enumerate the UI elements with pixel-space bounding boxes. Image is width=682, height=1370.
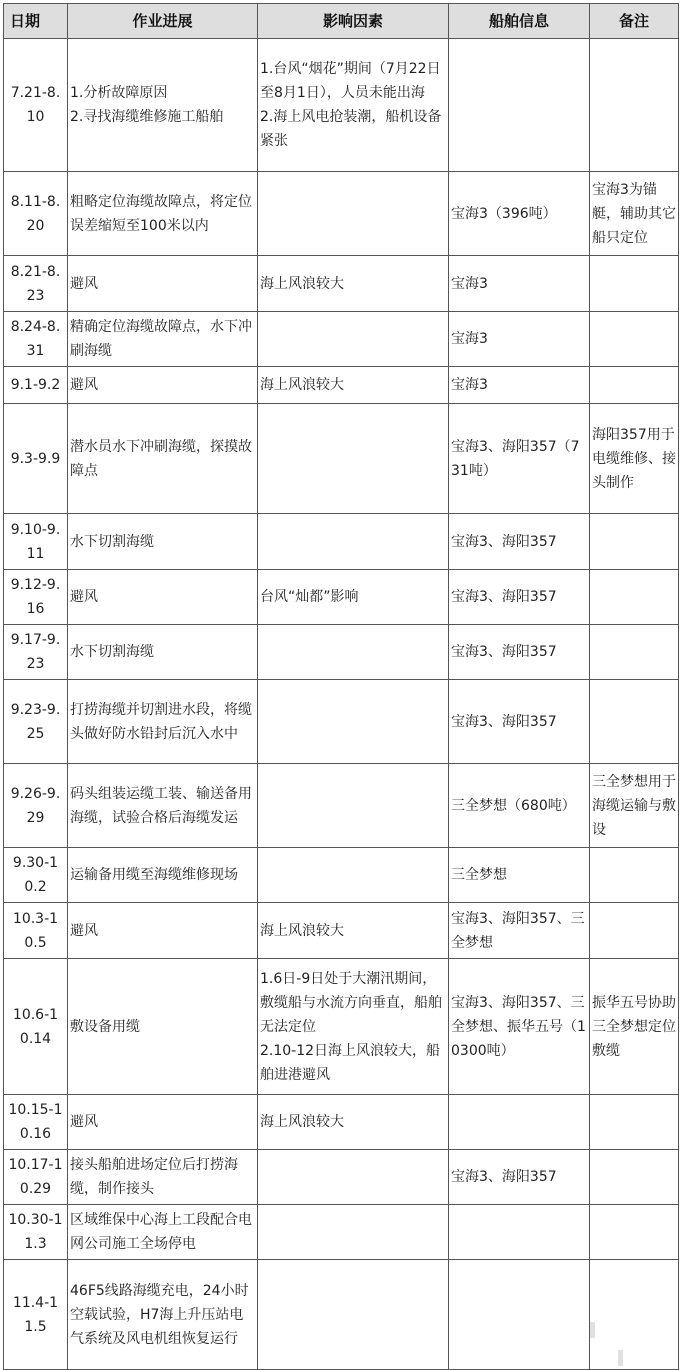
cell-progress-text: 1.分析故障原因 xyxy=(70,85,168,101)
cell-ships-text: 宝海3、海阳357 xyxy=(451,644,557,660)
cell-notes xyxy=(590,404,679,514)
cell-progress-text: 区域维保中心海上工段配合电网公司施工全场停电 xyxy=(70,1212,252,1252)
cell-factors xyxy=(258,570,449,625)
table-row xyxy=(4,312,679,367)
cell-notes xyxy=(590,312,679,367)
schedule-table-wrapper xyxy=(3,3,679,1370)
cell-ships-text: 宝海3、海阳357、三全梦想 xyxy=(451,910,585,951)
header-notes: 备注 xyxy=(590,4,679,39)
cell-progress-text: 粗略定位海缆故障点，将定位误差缩短至100米以内 xyxy=(70,193,252,234)
table-row xyxy=(4,514,679,570)
cell-date-text: 29 xyxy=(26,809,45,826)
cell-date-text: 20 xyxy=(26,217,45,234)
cell-factors xyxy=(258,1205,449,1260)
cell-date xyxy=(4,172,68,256)
cell-date xyxy=(4,1205,68,1260)
cell-date-text: 8.11-8. xyxy=(10,193,61,210)
cell-date-text: 1.5 xyxy=(24,1318,47,1335)
header-progress: 作业进展 xyxy=(68,4,258,39)
cell-notes xyxy=(590,1095,679,1150)
cell-factors xyxy=(258,764,449,848)
table-row xyxy=(4,1095,679,1150)
cell-ships xyxy=(449,39,590,172)
cell-factors xyxy=(258,172,449,256)
cell-progress xyxy=(68,1260,258,1370)
cell-factors xyxy=(258,1260,449,1370)
cell-notes-text: 宝海3为锚艇，辅助其它船只定位 xyxy=(592,181,676,246)
cell-ships xyxy=(449,680,590,764)
cell-ships xyxy=(449,514,590,570)
cell-date-text: 9.12-9. xyxy=(10,577,61,593)
cell-ships-text: 三全梦想（680吨） xyxy=(451,797,576,814)
cell-date xyxy=(4,1150,68,1205)
cell-progress-text: 避风 xyxy=(70,922,98,939)
cell-ships xyxy=(449,570,590,625)
header-ships: 船舶信息 xyxy=(449,4,590,39)
cell-date-text: 25 xyxy=(26,725,45,742)
cell-notes xyxy=(590,848,679,903)
table-row xyxy=(4,256,679,312)
cell-notes xyxy=(590,959,679,1095)
table-row xyxy=(4,848,679,903)
cell-factors xyxy=(258,848,449,903)
cell-progress-text: 水下切割海缆 xyxy=(70,644,154,660)
cell-notes-text: 振华五号协助三全梦想定位敷缆 xyxy=(592,994,676,1059)
cell-date-text: 9.26-9. xyxy=(10,785,61,802)
cell-progress-text: 2.寻找海缆维修施工船舶 xyxy=(70,109,224,125)
table-row xyxy=(4,570,679,625)
cell-date-text: 23 xyxy=(26,656,45,672)
cell-factors-text: 海上风浪较大 xyxy=(260,275,344,292)
table-row xyxy=(4,903,679,959)
cell-factors-text: 2.10-12日海上风浪较大，船舶进港避风 xyxy=(260,1042,441,1083)
cell-date-text: 23 xyxy=(26,287,45,304)
cell-ships xyxy=(449,1260,590,1370)
cell-factors xyxy=(258,404,449,514)
cell-ships xyxy=(449,172,590,256)
cell-notes xyxy=(590,764,679,848)
table-row xyxy=(4,764,679,848)
cell-date-text: 0.5 xyxy=(24,934,47,951)
cell-notes xyxy=(590,367,679,404)
cell-factors xyxy=(258,1150,449,1205)
cell-progress-text: 避风 xyxy=(70,589,98,605)
cell-ships xyxy=(449,764,590,848)
cell-progress xyxy=(68,404,258,514)
cell-ships xyxy=(449,404,590,514)
cell-date xyxy=(4,404,68,514)
table-body xyxy=(4,39,679,1370)
cell-date-text: 9.23-9. xyxy=(10,701,61,718)
cell-factors xyxy=(258,680,449,764)
cell-ships-text: 宝海3、海阳357 xyxy=(451,589,557,605)
cell-date xyxy=(4,848,68,903)
cell-progress-text: 精确定位海缆故障点，水下冲刷海缆 xyxy=(70,319,252,359)
cell-factors-text: 海上风浪较大 xyxy=(260,922,344,939)
cell-ships-text: 宝海3（396吨） xyxy=(451,205,557,222)
cell-ships-text: 三全梦想 xyxy=(451,867,507,883)
cell-ships xyxy=(449,1095,590,1150)
cell-factors xyxy=(258,625,449,680)
table-row xyxy=(4,680,679,764)
cell-progress-text: 潜水员水下冲刷海缆，探摸故障点 xyxy=(70,438,252,479)
cell-ships xyxy=(449,256,590,312)
cell-date-text: 9.1-9.2 xyxy=(10,377,61,393)
cell-date-text: 0.14 xyxy=(19,1030,52,1047)
header-date: 日期 xyxy=(4,4,68,39)
cell-date-text: 1.3 xyxy=(24,1236,47,1252)
header-factors: 影响因素 xyxy=(258,4,449,39)
cell-factors xyxy=(258,312,449,367)
cell-date-text: 0.16 xyxy=(19,1126,52,1142)
cell-ships xyxy=(449,312,590,367)
cell-ships-text: 宝海3、海阳357 xyxy=(451,533,557,550)
cell-date-text: 10.3-1 xyxy=(12,910,59,927)
table-row xyxy=(4,367,679,404)
cell-progress-text: 码头组装运缆工装、输送备用海缆，试验合格后海缆发运 xyxy=(70,785,252,826)
cell-date-text: 9.17-9. xyxy=(10,632,61,648)
cell-ships xyxy=(449,1205,590,1260)
cell-date xyxy=(4,903,68,959)
table-row xyxy=(4,404,679,514)
table-row xyxy=(4,1260,679,1370)
cell-ships-text: 宝海3、海阳357（731吨） xyxy=(451,438,580,479)
cell-progress xyxy=(68,625,258,680)
cell-progress-text: 避风 xyxy=(70,1114,98,1130)
cell-factors xyxy=(258,256,449,312)
cell-date-text: 8.24-8. xyxy=(10,319,61,335)
cell-progress xyxy=(68,903,258,959)
cell-date-text: 11.4-1 xyxy=(12,1294,59,1311)
cell-notes xyxy=(590,514,679,570)
cell-notes xyxy=(590,39,679,172)
cell-progress xyxy=(68,1095,258,1150)
scan-mark xyxy=(590,1322,595,1338)
cell-progress-text: 避风 xyxy=(70,275,98,292)
cell-date-text: 31 xyxy=(26,343,45,359)
cell-progress xyxy=(68,39,258,172)
cell-factors xyxy=(258,903,449,959)
cell-date xyxy=(4,570,68,625)
cell-date-text: 11 xyxy=(26,545,45,562)
cell-date-text: 9.10-9. xyxy=(10,521,61,538)
cell-progress-text: 接头船舶进场定位后打捞海缆，制作接头 xyxy=(70,1157,238,1197)
cell-date-text: 0.2 xyxy=(24,879,47,895)
cell-date-text: 10.6-1 xyxy=(12,1006,59,1023)
cell-date-text: 9.3-9.9 xyxy=(10,450,61,467)
table-row xyxy=(4,625,679,680)
cell-notes xyxy=(590,570,679,625)
cell-progress xyxy=(68,959,258,1095)
cell-date xyxy=(4,514,68,570)
cell-date xyxy=(4,39,68,172)
cell-notes xyxy=(590,256,679,312)
cell-progress xyxy=(68,1150,258,1205)
cell-progress xyxy=(68,367,258,404)
cell-progress xyxy=(68,570,258,625)
cell-factors-text: 海上风浪较大 xyxy=(260,1114,344,1130)
cell-progress-text: 敷设备用缆 xyxy=(70,1018,140,1035)
cell-date xyxy=(4,256,68,312)
repair-schedule-table xyxy=(3,3,679,1370)
cell-factors xyxy=(258,367,449,404)
cell-ships xyxy=(449,1150,590,1205)
cell-date xyxy=(4,1095,68,1150)
cell-factors-text: 2.海上风电抢装潮，船机设备紧张 xyxy=(260,109,442,149)
cell-date xyxy=(4,625,68,680)
cell-notes-text: 三全梦想用于海缆运输与敷设 xyxy=(592,773,676,838)
cell-date-text: 10.30-1 xyxy=(8,1212,63,1228)
cell-date-text: 16 xyxy=(26,601,45,617)
table-row xyxy=(4,39,679,172)
cell-date xyxy=(4,312,68,367)
table-row xyxy=(4,172,679,256)
table-row xyxy=(4,1150,679,1205)
cell-date-text: 10.15-1 xyxy=(8,1102,63,1118)
cell-factors xyxy=(258,1095,449,1150)
cell-date xyxy=(4,959,68,1095)
cell-progress-text: 打捞海缆并切割进水段，将缆头做好防水铅封后沉入水中 xyxy=(70,701,252,742)
cell-progress xyxy=(68,764,258,848)
cell-factors-text: 台风“灿都”影响 xyxy=(260,589,359,605)
cell-date xyxy=(4,367,68,404)
cell-progress-text: 水下切割海缆 xyxy=(70,533,154,550)
cell-ships-text: 宝海3 xyxy=(451,331,488,347)
cell-notes xyxy=(590,1260,679,1370)
cell-date-text: 7.21-8. xyxy=(10,85,61,101)
cell-notes-text: 海阳357用于电缆维修、接头制作 xyxy=(592,426,676,491)
cell-date-text: 9.30-1 xyxy=(12,855,59,871)
cell-progress xyxy=(68,680,258,764)
cell-progress xyxy=(68,848,258,903)
cell-factors-text: 1.台风“烟花”期间（7月22日至8月1日），人员未能出海 xyxy=(260,61,441,101)
cell-notes xyxy=(590,1205,679,1260)
cell-date xyxy=(4,1260,68,1370)
cell-date-text: 0.29 xyxy=(19,1181,52,1197)
cell-progress xyxy=(68,1205,258,1260)
table-header-row xyxy=(4,4,679,39)
cell-factors xyxy=(258,959,449,1095)
cell-progress-text: 运输备用缆至海缆维修现场 xyxy=(70,867,238,883)
cell-ships xyxy=(449,625,590,680)
cell-notes xyxy=(590,680,679,764)
cell-notes xyxy=(590,1150,679,1205)
cell-factors xyxy=(258,39,449,172)
cell-factors-text: 海上风浪较大 xyxy=(260,377,344,393)
cell-notes xyxy=(590,172,679,256)
cell-ships-text: 宝海3、海阳357 xyxy=(451,713,557,730)
cell-date-text: 8.21-8. xyxy=(10,263,61,280)
cell-factors xyxy=(258,514,449,570)
cell-progress xyxy=(68,256,258,312)
cell-ships-text: 宝海3、海阳357、三全梦想、振华五号（10300吨） xyxy=(451,994,586,1059)
cell-date xyxy=(4,680,68,764)
cell-ships-text: 宝海3、海阳357 xyxy=(451,1169,557,1185)
scan-mark xyxy=(618,1350,623,1366)
cell-date-text: 10 xyxy=(26,109,45,125)
cell-ships-text: 宝海3 xyxy=(451,377,488,393)
cell-date xyxy=(4,764,68,848)
cell-date-text: 10.17-1 xyxy=(8,1157,63,1173)
cell-progress-text: 避风 xyxy=(70,377,98,393)
cell-progress xyxy=(68,514,258,570)
cell-progress xyxy=(68,172,258,256)
cell-notes xyxy=(590,625,679,680)
cell-progress xyxy=(68,312,258,367)
cell-notes xyxy=(590,903,679,959)
cell-ships xyxy=(449,367,590,404)
table-row xyxy=(4,959,679,1095)
cell-progress-text: 46F5线路海缆充电，24小时空载试验，H7海上升压站电气系统及风电机组恢复运行 xyxy=(70,1282,249,1347)
cell-ships-text: 宝海3 xyxy=(451,275,488,292)
cell-ships xyxy=(449,959,590,1095)
cell-ships xyxy=(449,903,590,959)
cell-ships xyxy=(449,848,590,903)
table-row xyxy=(4,1205,679,1260)
cell-factors-text: 1.6日-9日处于大潮汛期间，敷缆船与水流方向垂直，船舶无法定位 xyxy=(260,970,442,1035)
